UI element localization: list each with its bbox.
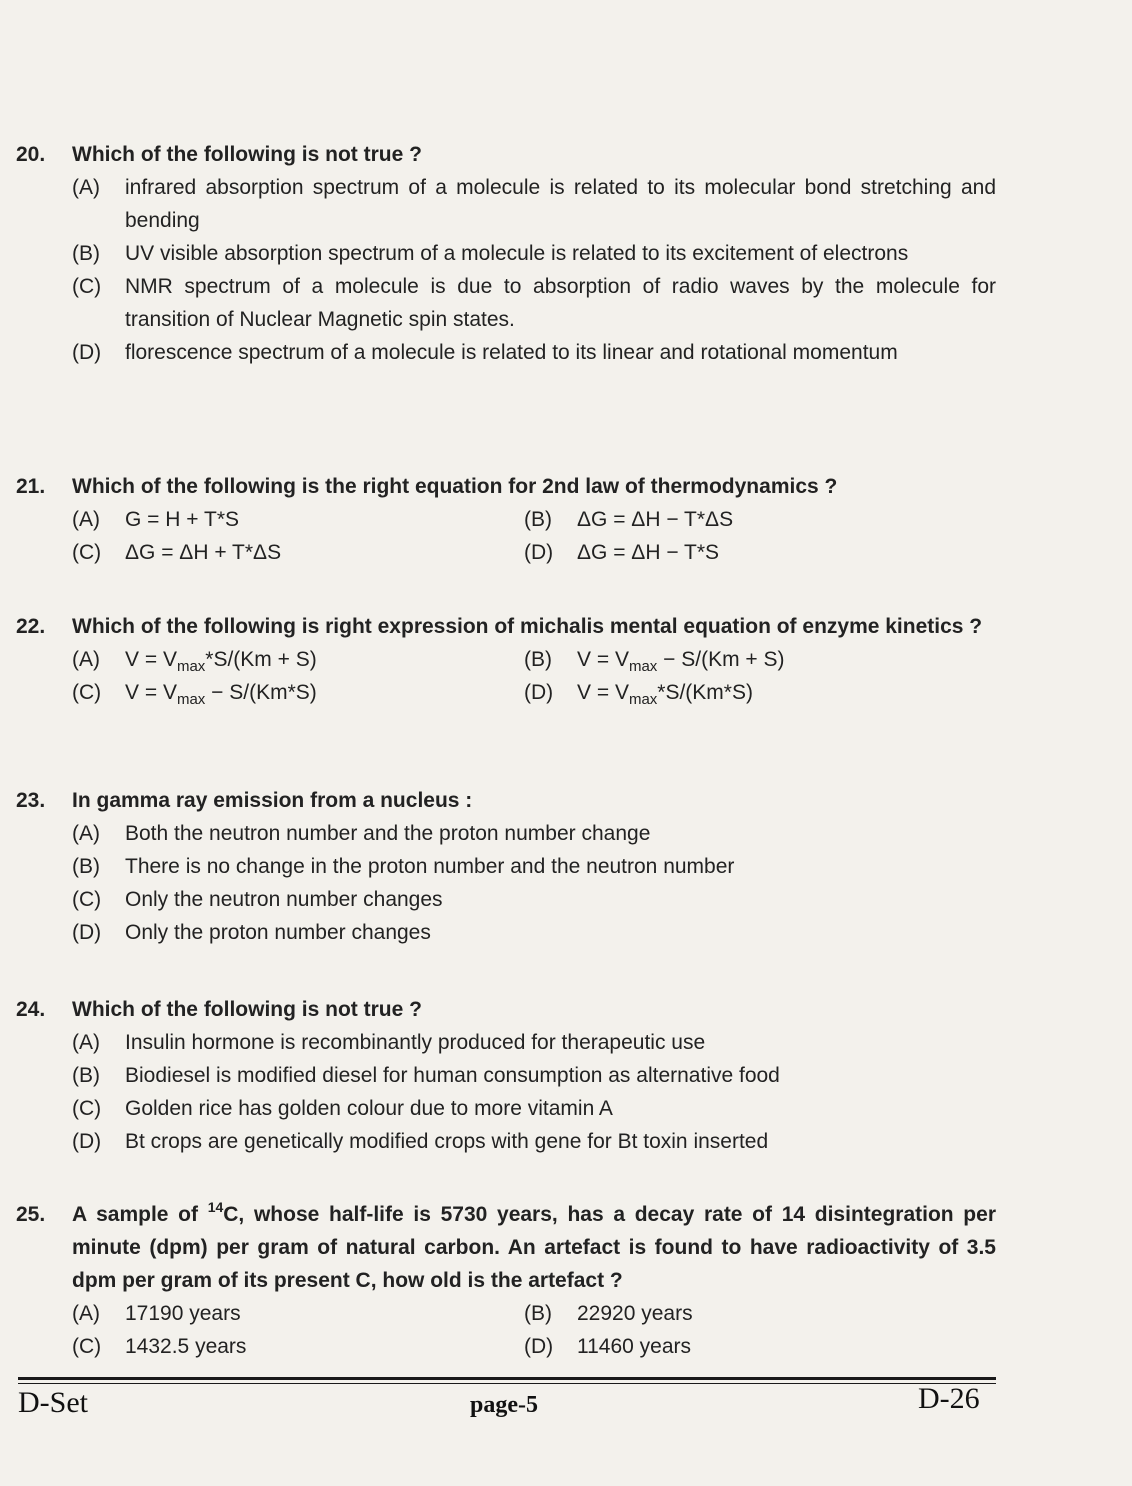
- option-d: [524, 536, 996, 569]
- option-text: $V = V_{max}*S/(Km*S)$: [577, 681, 753, 708]
- footer-rule: [18, 1377, 996, 1380]
- option-text: ΔG = ΔH − T*ΔS: [577, 508, 734, 531]
- option-d: [524, 676, 996, 709]
- question-text: A sample of $^{14}$C, whose half-life is 5730 years, has a decay rate of 14 disintegration per minute (dpm) per gram of natural carbon. An artefact is found to have radioactivity of 3.5 dpm per gram of its present C, how old is the artefact ?: [72, 1199, 996, 1292]
- option-text: UV visible absorption spectrum of a molecule is related to its excitement of electrons: [125, 242, 909, 265]
- option-label: (D): [72, 341, 102, 364]
- option-a: [72, 171, 996, 237]
- option-a: [72, 1297, 524, 1330]
- option-text: Only the proton number changes: [125, 921, 431, 944]
- option-b: [72, 237, 996, 270]
- option-text: Only the neutron number changes: [125, 888, 443, 911]
- question-number: 25.: [16, 1203, 46, 1226]
- option-label: (A): [72, 822, 100, 845]
- option-list: [72, 817, 996, 949]
- option-b: [524, 1297, 996, 1330]
- question-21: [16, 470, 996, 569]
- option-d: [524, 1330, 996, 1363]
- option-list: [72, 1026, 996, 1158]
- option-label: (C): [72, 681, 102, 704]
- question-24: [16, 993, 996, 1158]
- option-text: $V = V_{max}*S/(Km + S)$: [125, 648, 317, 675]
- option-d: [72, 916, 996, 949]
- option-text: NMR spectrum of a molecule is due to absorption of radio waves by the molecule for transition of Nuclear Magnetic spin states.: [125, 275, 996, 331]
- option-c: [72, 1330, 524, 1363]
- option-label: (B): [72, 1064, 100, 1087]
- option-text: 11460 years: [577, 1335, 692, 1358]
- option-text: Biodiesel is modified diesel for human consumption as alternative food: [125, 1064, 780, 1087]
- option-label: (D): [524, 1335, 554, 1358]
- footer-rule-thin: [18, 1383, 996, 1384]
- question-text: Which of the following is right expression of michalis mental equation of enzyme kinetics ?: [72, 615, 983, 638]
- option-list: [72, 171, 996, 369]
- question-text: In gamma ray emission from a nucleus :: [72, 789, 473, 812]
- question-number: 22.: [16, 615, 46, 638]
- question-23: [16, 784, 996, 949]
- question-text: Which of the following is the right equation for 2nd law of thermodynamics ?: [72, 475, 838, 498]
- option-label: (B): [72, 855, 100, 878]
- option-d: [72, 336, 996, 369]
- option-list: [72, 1297, 996, 1363]
- option-a: [72, 1026, 996, 1059]
- option-c: [72, 1092, 996, 1125]
- question-22: [16, 610, 996, 709]
- option-text: $V = V_{max} - S/(Km*S)$: [125, 681, 317, 708]
- option-c: [72, 676, 524, 709]
- option-label: (D): [72, 1130, 102, 1153]
- footer-page-number: page-5: [470, 1392, 538, 1418]
- option-text: Golden rice has golden colour due to more vitamin A: [125, 1097, 613, 1120]
- option-label: (C): [72, 1335, 102, 1358]
- option-a: [72, 817, 996, 850]
- option-text: There is no change in the proton number and the neutron number: [125, 855, 735, 878]
- option-text: 1432.5 years: [125, 1335, 247, 1358]
- option-text: infrared absorption spectrum of a molecule is related to its molecular bond stretching and bending: [125, 176, 996, 232]
- option-list: [72, 503, 996, 569]
- footer-code: D-26: [918, 1382, 980, 1415]
- option-c: [72, 883, 996, 916]
- option-label: (B): [524, 648, 552, 671]
- option-text: ΔG = ΔH − T*S: [577, 541, 720, 564]
- option-c: [72, 270, 996, 336]
- option-label: (B): [524, 1302, 552, 1325]
- option-b: [524, 643, 996, 676]
- question-25: [16, 1198, 996, 1363]
- option-label: (D): [72, 921, 102, 944]
- option-text: ΔG = ΔH + T*ΔS: [125, 541, 282, 564]
- footer-set: D-Set: [18, 1386, 88, 1419]
- option-label: (B): [72, 242, 100, 265]
- question-number: 20.: [16, 143, 46, 166]
- option-label: (D): [524, 681, 554, 704]
- option-b: [72, 850, 996, 883]
- option-text: 22920 years: [577, 1302, 693, 1325]
- option-label: (D): [524, 541, 554, 564]
- option-list: [72, 643, 996, 709]
- option-b: [524, 503, 996, 536]
- option-a: [72, 503, 524, 536]
- option-d: [72, 1125, 996, 1158]
- option-label: (C): [72, 541, 102, 564]
- option-label: (C): [72, 1097, 102, 1120]
- option-text: 17190 years: [125, 1302, 241, 1325]
- option-label: (A): [72, 648, 100, 671]
- option-text: G = H + T*S: [125, 508, 239, 531]
- option-text: Both the neutron number and the proton number change: [125, 822, 651, 845]
- option-label: (A): [72, 508, 100, 531]
- option-label: (B): [524, 508, 552, 531]
- option-text: Insulin hormone is recombinantly produced for therapeutic use: [125, 1031, 706, 1054]
- option-label: (C): [72, 275, 102, 298]
- option-text: florescence spectrum of a molecule is related to its linear and rotational momentum: [125, 341, 898, 364]
- option-text: $V = V_{max} - S/(Km + S)$: [577, 648, 785, 675]
- question-20: [16, 138, 996, 369]
- question-number: 23.: [16, 789, 46, 812]
- option-c: [72, 536, 524, 569]
- option-a: [72, 643, 524, 676]
- option-label: (C): [72, 888, 102, 911]
- question-text: Which of the following is not true ?: [72, 998, 422, 1021]
- option-b: [72, 1059, 996, 1092]
- option-label: (A): [72, 1031, 100, 1054]
- option-text: Bt crops are genetically modified crops with gene for Bt toxin inserted: [125, 1130, 769, 1153]
- option-label: (A): [72, 176, 100, 199]
- question-text: Which of the following is not true ?: [72, 143, 422, 166]
- question-number: 24.: [16, 998, 46, 1021]
- option-label: (A): [72, 1302, 100, 1325]
- question-number: 21.: [16, 475, 46, 498]
